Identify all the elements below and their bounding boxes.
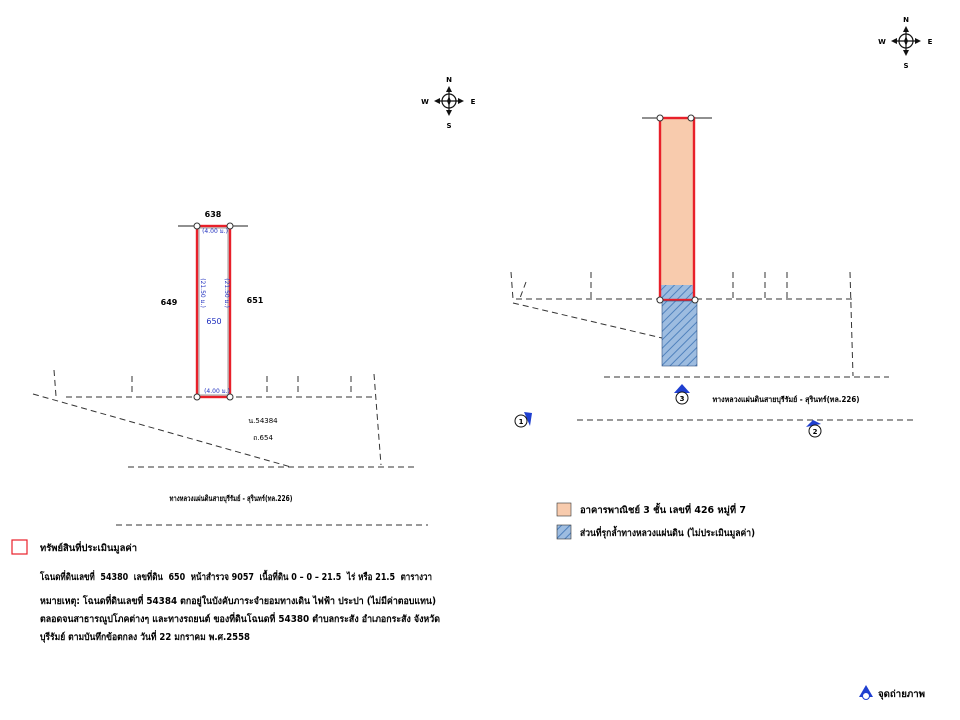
subject-parcel-inner-line — [199, 228, 228, 395]
legend-swatch-encroachment — [557, 525, 571, 539]
note-line: หมายเหตุ: โฉนดที่ดินเลขที่ 54384 ตกอยู่ในบังคับภาระจำยอมทางเดิน ไฟฟ้า ประปา (ไม่มีค่าตอบแทน) — [40, 596, 467, 607]
diagonal-boundary-line — [33, 394, 291, 467]
legend-swatch-assessed-property — [12, 540, 27, 554]
dimension-bottom: (4.00 ม.) — [204, 388, 230, 395]
photo-point-3 — [674, 384, 690, 404]
subject-parcel-number: 650 — [206, 317, 222, 326]
commercial-building-footprint — [660, 118, 694, 300]
north-arrow-compass-right — [878, 16, 932, 70]
note-line: ตลอดจนสาธารณูปโภคต่างๆ และทางรถยนต์ ของที่ดินโฉนดที่ 54380 ตำบลกระสัง อำเภอกระสัง จังหวัด — [40, 614, 469, 625]
compass-west-arrowhead — [434, 98, 440, 104]
legend-label-building: อาคารพาณิชย์ 3 ชั้น เลขที่ 426 หมู่ที่ 7 — [580, 505, 747, 516]
parcel-corner-marker — [657, 115, 663, 121]
parcel-corner-marker — [688, 115, 694, 121]
compass-south-arrowhead — [903, 50, 909, 56]
compass-east-label: E — [927, 38, 933, 46]
photo-point-number: 1 — [518, 418, 524, 426]
deed-information-line: โฉนดที่ดินเลขที่ 54380 เลขที่ดิน 650 หน้าสำรวจ 9057 เนื้อที่ดิน 0 – 0 – 21.5 ไร่ หรือ 21.5 ตารางวา — [40, 572, 505, 583]
highway-label-left: ทางหลวงแผ่นดินสายบุรีรัมย์ - สุรินทร์(ทล.226) — [169, 494, 293, 503]
assessed-property-legend — [12, 540, 505, 643]
photo-point-legend — [859, 685, 925, 700]
compass-east-arrowhead — [458, 98, 464, 104]
legend-swatch-building — [557, 503, 571, 516]
legend-title-assessed-property: ทรัพย์สินที่ประเมินมูลค่า — [40, 543, 138, 554]
dimension-right: (21.50 ม.) — [223, 278, 230, 308]
compass-east-label: E — [470, 98, 476, 106]
compass-north-arrowhead — [903, 26, 909, 32]
adjacent-parcel-north: 638 — [204, 210, 222, 219]
north-arrow-compass-left — [421, 76, 475, 130]
compass-west-label: W — [421, 98, 429, 106]
highway-label-right: ทางหลวงแผ่นดินสายบุรีรัมย์ - สุรินทร์(ทล.226) — [712, 395, 860, 404]
parcel-corner-marker — [194, 394, 200, 400]
left-cadastral-plan — [33, 210, 428, 525]
dimension-top: (4.00 ม.) — [202, 228, 228, 235]
photo-point-legend-circle — [863, 693, 870, 700]
compass-north-label: N — [446, 76, 452, 84]
compass-north-arrowhead — [446, 86, 452, 92]
boundary-tick — [511, 272, 513, 299]
compass-south-label: S — [446, 122, 452, 130]
boundary-tick — [54, 370, 56, 396]
boundary-tick — [520, 282, 526, 298]
diagonal-boundary-line — [513, 303, 662, 338]
parcel-corner-marker — [657, 297, 663, 303]
servient-parcel-label: ถ.654 — [253, 434, 273, 442]
side-boundary-line — [374, 374, 381, 465]
compass-south-label: S — [903, 62, 909, 70]
compass-north-label: N — [903, 16, 909, 24]
side-boundary-line — [850, 272, 853, 376]
compass-west-label: W — [878, 38, 886, 46]
photo-point-number: 3 — [679, 395, 685, 403]
parcel-corner-marker — [692, 297, 698, 303]
building-legend — [557, 502, 775, 540]
compass-west-arrowhead — [891, 38, 897, 44]
compass-south-arrowhead — [446, 110, 452, 116]
encroachment-area-inside-parcel — [661, 285, 693, 300]
compass-center-star — [447, 96, 451, 106]
legend-label-encroachment: ส่วนที่รุกล้ำทางหลวงแผ่นดิน (ไม่ประเมินมูลค่า) — [580, 528, 775, 539]
dimension-left: (21.50 ม.) — [199, 278, 206, 308]
adjacent-parcel-west: 649 — [160, 298, 178, 307]
subject-parcel-outline — [197, 226, 230, 397]
compass-east-arrowhead — [915, 38, 921, 44]
right-building-plan — [511, 115, 913, 437]
photo-point-number: 2 — [812, 428, 818, 436]
photo-point-2 — [806, 420, 821, 437]
photo-point-legend-label: จุดถ่ายภาพ — [878, 689, 925, 700]
compass-center-star — [904, 36, 908, 46]
servient-deed-label: น.54384 — [248, 417, 278, 425]
note-line: บุรีรัมย์ ตามบันทึกข้อตกลง วันที่ 22 มกราคม พ.ศ.2558 — [40, 632, 274, 643]
encroachment-area-on-highway — [662, 301, 697, 366]
parcel-corner-marker — [194, 223, 200, 229]
photo-point-1 — [515, 412, 532, 427]
adjacent-parcel-east: 651 — [246, 296, 264, 305]
